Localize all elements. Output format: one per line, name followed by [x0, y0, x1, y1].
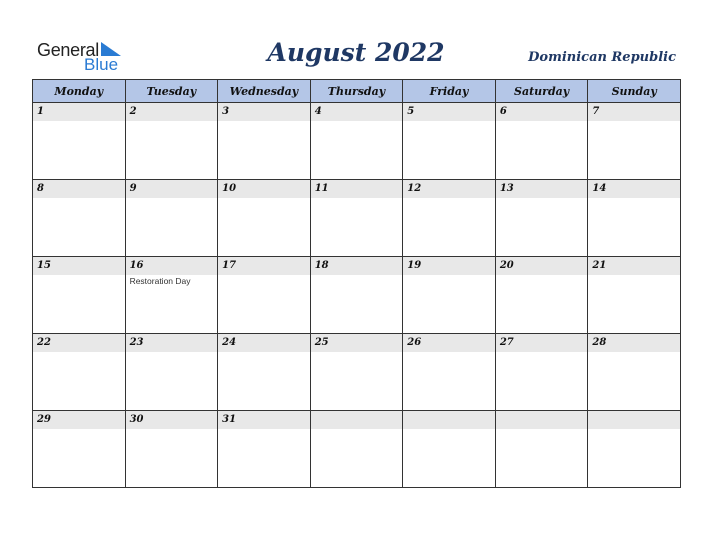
day-number: 29 [33, 411, 125, 429]
day-cell [218, 180, 311, 257]
day-cell [218, 411, 311, 488]
week-row [33, 180, 681, 257]
weekday-tuesday: Tuesday [125, 80, 218, 103]
day-cell [403, 334, 496, 411]
day-cell [495, 103, 588, 180]
day-number: 25 [311, 334, 403, 352]
weekday-monday: Monday [33, 80, 126, 103]
holiday-label: Restoration Day [129, 276, 191, 286]
week-row [33, 334, 681, 411]
day-number: 20 [496, 257, 588, 275]
day-number [403, 411, 495, 429]
day-cell [125, 411, 218, 488]
day-cell [495, 180, 588, 257]
day-number: 28 [588, 334, 680, 352]
day-number: 31 [218, 411, 310, 429]
day-number: 18 [311, 257, 403, 275]
day-cell [495, 257, 588, 334]
day-cell [33, 257, 126, 334]
day-cell [495, 411, 588, 488]
day-number: 9 [126, 180, 218, 198]
day-number [496, 411, 588, 429]
logo-text-blue: Blue [84, 55, 119, 74]
day-number: 30 [126, 411, 218, 429]
day-number: 27 [496, 334, 588, 352]
day-number: 21 [588, 257, 680, 275]
day-number: 23 [126, 334, 218, 352]
weekday-thursday: Thursday [310, 80, 403, 103]
day-number: 8 [33, 180, 125, 198]
day-number: 13 [496, 180, 588, 198]
day-cell [310, 334, 403, 411]
week-row [33, 257, 681, 334]
day-number [588, 411, 680, 429]
day-cell [495, 334, 588, 411]
day-number: 24 [218, 334, 310, 352]
day-number: 4 [311, 103, 403, 121]
day-cell [218, 257, 311, 334]
week-row [33, 103, 681, 180]
day-number: 14 [588, 180, 680, 198]
day-number: 2 [126, 103, 218, 121]
day-number: 11 [311, 180, 403, 198]
day-number: 26 [403, 334, 495, 352]
day-cell [33, 103, 126, 180]
day-number: 5 [403, 103, 495, 121]
weekday-saturday: Saturday [495, 80, 588, 103]
day-number: 7 [588, 103, 680, 121]
day-cell [588, 257, 681, 334]
weekday-friday: Friday [403, 80, 496, 103]
day-cell [218, 103, 311, 180]
calendar-grid [32, 79, 681, 488]
country-name: Dominican Republic [528, 50, 676, 65]
day-cell [125, 334, 218, 411]
calendar-title: August 2022 [267, 38, 445, 67]
day-cell [310, 180, 403, 257]
day-cell [310, 411, 403, 488]
day-number: 1 [33, 103, 125, 121]
day-number: 12 [403, 180, 495, 198]
day-cell [125, 257, 218, 334]
day-cell [403, 257, 496, 334]
day-number: 15 [33, 257, 125, 275]
day-number: 16 [126, 257, 218, 275]
day-cell [33, 180, 126, 257]
day-cell [588, 411, 681, 488]
weekday-sunday: Sunday [588, 80, 681, 103]
day-cell [310, 257, 403, 334]
day-cell [588, 103, 681, 180]
day-cell [403, 180, 496, 257]
day-number: 10 [218, 180, 310, 198]
day-number: 22 [33, 334, 125, 352]
day-number: 19 [403, 257, 495, 275]
day-cell [310, 103, 403, 180]
day-cell [33, 411, 126, 488]
day-number: 17 [218, 257, 310, 275]
day-cell [588, 334, 681, 411]
logo-text-general: General [37, 40, 99, 60]
weekday-header-row [33, 80, 681, 103]
day-cell [403, 103, 496, 180]
day-cell [33, 334, 126, 411]
day-cell [218, 334, 311, 411]
day-number [311, 411, 403, 429]
weekday-wednesday: Wednesday [218, 80, 311, 103]
day-cell [403, 411, 496, 488]
day-number: 3 [218, 103, 310, 121]
week-row [33, 411, 681, 488]
day-cell [125, 103, 218, 180]
day-number: 6 [496, 103, 588, 121]
day-cell [588, 180, 681, 257]
day-cell [125, 180, 218, 257]
